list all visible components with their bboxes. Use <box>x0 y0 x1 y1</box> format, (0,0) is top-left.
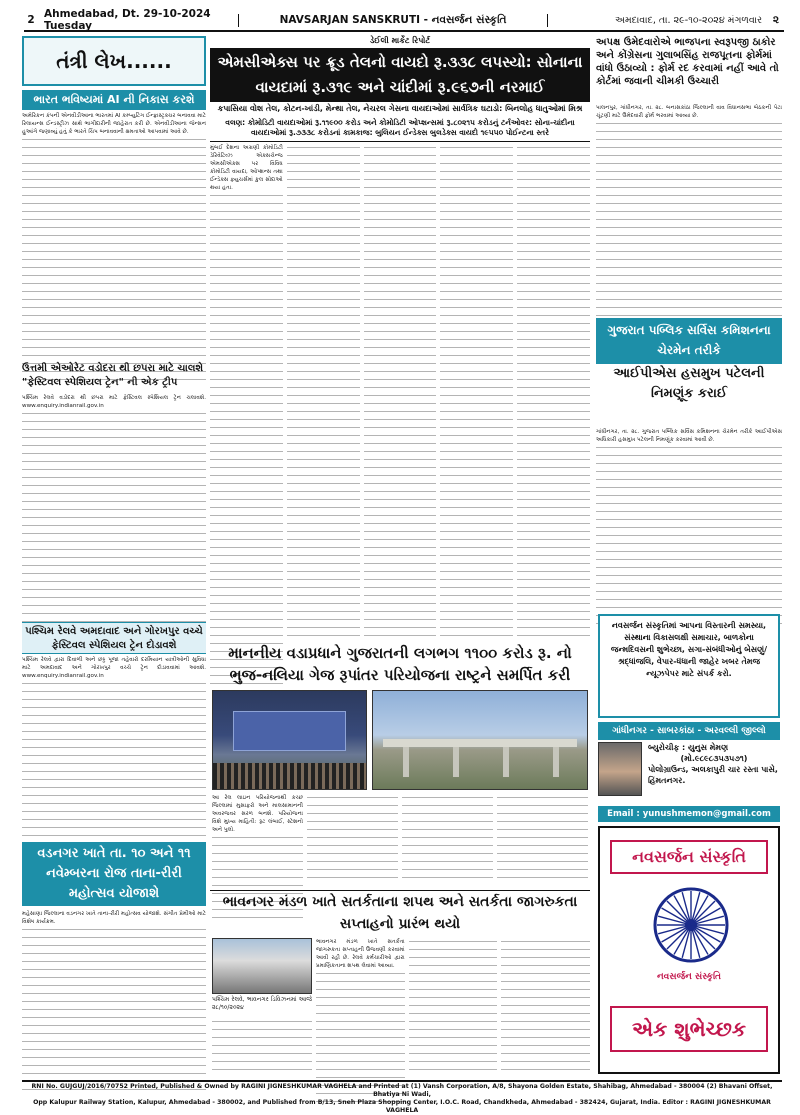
vadnagar-headline: વડનગર ખાતે તા. ૧૦ અને ૧૧ નવેમ્બરના રોજ તાના-રીરી મહોત્સવ યોજાશે <box>22 842 206 906</box>
market-body <box>210 144 590 640</box>
market-text-lines <box>210 192 283 688</box>
photo-crowd <box>213 763 366 789</box>
market-body-text: મુંબઈ દેશના અગ્રણી કોમોડિટી ડેરિવેટિવ્ઝ એક્સચેન્જ એમસીએક્સ પર વિવિધ કોમોડિટી વાયદા, ઓપ્શન્સ તથા ઈન્ડેક્સ ફ્યુચર્સમાં કુલ સોદાઓ થયા હતા. <box>210 145 283 191</box>
ad-districts: ગાંધીનગર - સાબરકાંઠા - અરવલ્લી જીલ્લો <box>598 722 780 740</box>
contact-phone: (મો.૯૮૯૮૩૫૩૫૭૧) <box>680 754 748 763</box>
editorial-body-text: અમેરિકન કંપની એનવીડીઆના ભારતમાં AI કમ્પ્યુટિંગ ઈન્ફ્રાસ્ટ્રક્ચર બનાવવા માટે રિલાયન્સ ઈન્ડસ્ટ્રીઝ સાથે ભાગીદારીની જાહેરાત કરી છે. એનવીડીઆના જેન્સન હુઆંગે જણાવ્યું હતું કે ભારતે ચિપ બનાવવાની ક્ષમતાઓ આપવામાં આવે છે. <box>22 113 206 135</box>
market-headline: એમસીએક્સ પર ક્રૂડ તેલનો વાયદો રૂ.૩૩૮ લપસ્યો: સોનાના વાયદામાં રૂ.૩૧૯ અને ચાંદીમાં રૂ.૯૬૭ની નરમાઈ <box>210 48 590 102</box>
gpsc-body-text: ગાંધીનગર, તા. ૨૮. ગુજરાત પબ્લિક સર્વિસ કમિશનના ચેરમેન તરીકે આઈપીએસ અધિકારી હસમુખ પટેલની નિમણૂંક કરવામાં આવી છે. <box>596 429 782 443</box>
imprint-line-2: Opp Kalupur Railway Station, Kalupur, Ahmedabad - 380002, and Published from B/13, Sneh Plaza Shopping Center, I.O.C. Road, Chandkheda, Ahmedabad - 382424, Gujarat, India. Editor : RAGINI JIGNESHKUMAR VAGHELA <box>33 1099 771 1114</box>
imprint-footer <box>22 1080 782 1114</box>
contact-address: પોલોગ્રાઉન્ડ, અલકાપુરી ચાર રસ્તા પાસે, હિંમતનગર. <box>648 765 778 785</box>
bhavnagar-body-left <box>212 1018 312 1074</box>
editorial-text-lines <box>22 136 206 384</box>
wr-train-headline: પશ્ચિમ રેલવે અમદાવાદ અને ગોરખપુર વચ્ચે ફેસ્ટિવલ સ્પેશિયલ ટ્રેન દોડાવશે <box>22 622 206 654</box>
rail-event-photo <box>212 690 367 790</box>
photo-bridge-pillar <box>553 747 559 777</box>
rail-project-body <box>212 794 588 884</box>
ashoka-chakra-logo-icon <box>650 884 732 966</box>
festival-text-lines <box>22 410 206 635</box>
ad-text: નવસર્જન સંસ્કૃતિમાં આપના વિસ્તારની સમસ્યા, સંસ્થાના વિકાસલક્ષી સમાચાર, બાળકોના જન્મદિવસની શુભેચ્છા, સગા-સંબંધીઓનું બેસણું/શ્રદ્ધાંજલિ, વેપાર-ધંધાની જાહેર ખબર તેમજ ન્યૂઝપેપર માટે સંપર્ક કરો. <box>610 621 768 678</box>
editorial-title: તંત્રી લેખ...... <box>22 36 206 86</box>
market-text-lines <box>287 144 360 640</box>
bhavnagar-text-lines <box>501 938 590 1074</box>
vadnagar-body-text: મહેસાણા જિલ્લાના વડનગર ખાતે તાના-રીરી મહોત્સવ યોજાશે. સંગીત પ્રેમીઓ માટે વિશેષ કાર્યક્રમ. <box>22 911 206 925</box>
market-tag: ડેઈલી માર્કેટ રિપોર્ટ <box>369 36 431 45</box>
market-column <box>287 144 360 640</box>
page-number-right: ૨ <box>772 13 780 26</box>
masthead: NAVSARJAN SANSKRUTI - નવસર્જન સંસ્કૃતિ <box>238 14 548 27</box>
rail-column <box>402 794 493 884</box>
contact-name: યુનુસ મેમણ <box>688 743 729 752</box>
rail-body-text: આ રેલ લાઇન પરિયોજનાથી કચ્છ જિલ્લામાં મુસાફરો અને માલસામાનની અવરજવર સરળ બનશે. પરિયોજના વિશે મુખ્ય માહિતી: રૂટ લંબાઈ, સ્ટેશનો અને પુલો. <box>212 795 303 833</box>
bhavnagar-photo <box>212 938 312 994</box>
market-column <box>210 144 283 640</box>
bureau-chief-photo <box>598 742 642 796</box>
vadnagar-body <box>22 910 206 1078</box>
bhavnagar-headline: ભાવનગર મંડળ ખાતે સતર્કતાના શપથ અને સતર્કતા જાગરુકતા સપ્તાહનો પ્રારંભ થયો <box>210 890 590 934</box>
bhavnagar-body <box>316 938 590 1074</box>
rail-project-headline: માનનીય વડાપ્રધાને ગુજરાતની લગભગ ૧૧૦૦ કરોડ રૂ. નો ભુજ-નલિયા ગેજ રૂપાંતર પરિયોજના રાષ્ટ્રને સમર્પિત કરી <box>228 644 572 684</box>
election-body <box>596 104 782 314</box>
contact-role-label: બ્યુરોચીફ : <box>648 743 686 752</box>
election-headline: અપક્ષ ઉમેદવારોએ ભાજપના સ્વરૂપજી ઠાકોર અને કોંગ્રેસના ગુલાબસિંહ રાજપૂતના ફોર્મમાં વાંધો ઉઠાવ્યો : ફોર્મ રદ કરવામાં નહીં આવે તો કોર્ટમાં જવાની ચીમકી ઉચ્ચારી <box>596 37 779 87</box>
market-column <box>517 144 590 640</box>
photo-bridge-pillar <box>453 747 459 777</box>
rail-text-lines <box>402 794 493 884</box>
rail-text-lines <box>497 794 588 884</box>
photo-bridge-deck <box>383 739 577 747</box>
date-english: Ahmedabad, Dt. 29-10-2024 Tuesday <box>44 8 211 32</box>
advertisement-box <box>598 614 780 718</box>
festival-body-text: પશ્ચિમ રેલવે વડોદરા થી છપરા માટે ફેસ્ટિવલ સ્પેશિયલ ટ્રેન ચલાવશે. www.enquiry.indianrail.gov.in <box>22 395 206 409</box>
promo-title: નવસર્જન સંસ્કૃતિ <box>610 840 768 874</box>
market-text-lines <box>440 144 513 640</box>
bhavnagar-column <box>316 938 405 1074</box>
imprint-line-1: RNI No. GUJGUJ/2016/70752 Printed, Published & Owned by RAGINI JIGNESHKUMAR VAGHELA and Printed at (1) Vansh Corporation, A/8, Shayona Golden Estate, Shahibag, Ahmedabad - 380004 (2) Bhavani Offset, Bhatiya Ni Wadi, <box>31 1083 773 1098</box>
wr-train-body-text: પશ્ચિમ રેલવે દ્વારા દિવાળી અને છઠ્ઠ પૂજા તહેવારો દરમિયાન યાત્રીઓની સુવિધા માટે અમદાવાદ અને ગોરખપુર વચ્ચે ટ્રેન દોડાવવામાં આવશે. www.enquiry.indianrail.gov.in <box>22 657 206 679</box>
festival-body <box>22 394 206 619</box>
election-body-text: પાલનપુર, ગાંધીનગર, તા. ૨૮. બનાસકાંઠા જિલ્લાની વાવ વિધાનસભા બેઠકની પેટા ચૂંટણી માટે ઉમેદવારી ફોર્મ ભરવામાં આવ્યા છે. <box>596 105 782 119</box>
rail-column <box>497 794 588 884</box>
promo-bottom: એક શુભેચ્છક <box>610 1006 768 1052</box>
editorial-body <box>22 112 206 360</box>
election-text-lines <box>596 120 782 330</box>
market-subhead-2: વલણ: કોમોડિટી વાયદાઓમાં રૂ.૧૧૯૦૦ કરોડ અને કોમોડિટી ઓપ્શન્સમાં રૂ.૮૦૨૧૫ કરોડનું ટર્નઓવર: સોના-ચાંદીના વાયદાઓમાં રૂ.૭૩૩૮ કરોડનાં કામકાજ: બુલિયન ઈન્ડેક્સ બુલડેક્સ વાયદો ૧૯૫૫૦ પોઈન્ટના સ્તરે <box>210 118 590 142</box>
rail-column <box>307 794 398 884</box>
rail-text-lines <box>307 794 398 884</box>
market-text-lines <box>364 144 437 640</box>
date-gujarati: અમદાવાદ, તા. ૨૯-૧૦-૨૦૨૪ મંગળવાર <box>614 14 762 26</box>
editorial-headline: ભારત ભવિષ્યમાં AI ની નિકાસ કરશે <box>22 90 206 110</box>
gpsc-headline-2: આઈપીએસ હસમુખ પટેલની નિમણૂંક કરાઈ <box>613 366 765 401</box>
market-column <box>364 144 437 640</box>
rail-column <box>212 794 303 884</box>
rail-bridge-photo <box>372 690 588 790</box>
ad-contact <box>598 742 780 804</box>
market-text-lines <box>517 144 590 640</box>
gpsc-text-lines <box>596 444 782 624</box>
promo-logo-text: નવસર્જન સંસ્કૃતિ <box>656 972 722 982</box>
photo-bridge-pillar <box>503 747 509 777</box>
vadnagar-text-lines <box>22 926 206 1094</box>
gpsc-headline: ગુજરાત પબ્લિક સર્વિસ કમિશનના ચેરમેન તરીકે <box>596 318 782 364</box>
ad-contact-text <box>648 742 780 804</box>
bhavnagar-photo-caption: પશ્ચિમ રેલવે, ભાવનગર ડિવિઝનમાં આજે ૨૮/૧૦/૨૦૨૪ <box>212 996 312 1011</box>
wr-train-text-lines <box>22 680 206 860</box>
photo-stage <box>233 711 346 751</box>
bhavnagar-column <box>501 938 590 1074</box>
bhavnagar-column <box>409 938 498 1074</box>
page-number-left: 2 <box>27 14 35 26</box>
market-subhead-1: કપાસિયા વોશ તેલ, કોટન-ખાંડી, મેન્થા તેલ, નેચરલ ગેસના વાયદાઓમાં સાર્વત્રિક ઘટાડો: બિનલોહ ધાતુઓમાં મિશ્ર <box>217 104 583 113</box>
bhavnagar-body-text: ભાવનગર મંડળ ખાતે સતર્કતા જાગરુકતા સપ્તાહની ઉજવણી કરવામાં આવી રહી છે. રેલવે કર્મચારીઓ દ્વારા પ્રમાણિકતાના શપથ લેવામાં આવ્યા. <box>316 939 405 969</box>
bhavnagar-text-lines <box>409 938 498 1074</box>
wr-train-body <box>22 656 206 836</box>
market-column <box>440 144 513 640</box>
bhavnagar-text-lines <box>212 1018 312 1074</box>
contact-email: Email : yunushmemon@gmail.com <box>598 806 780 822</box>
promo-box <box>598 826 780 1074</box>
page-header <box>24 10 784 32</box>
photo-bridge-pillar <box>403 747 409 777</box>
festival-headline: ઉત્તમી એઓરેટ વડોદરા થી છપરા માટે ચાલશે "ફેસ્ટિવલ સ્પેશિયલ ટ્રેન" ની એક ટ્રીપ <box>22 363 204 388</box>
contact-role <box>648 742 780 753</box>
gpsc-body <box>596 428 782 608</box>
